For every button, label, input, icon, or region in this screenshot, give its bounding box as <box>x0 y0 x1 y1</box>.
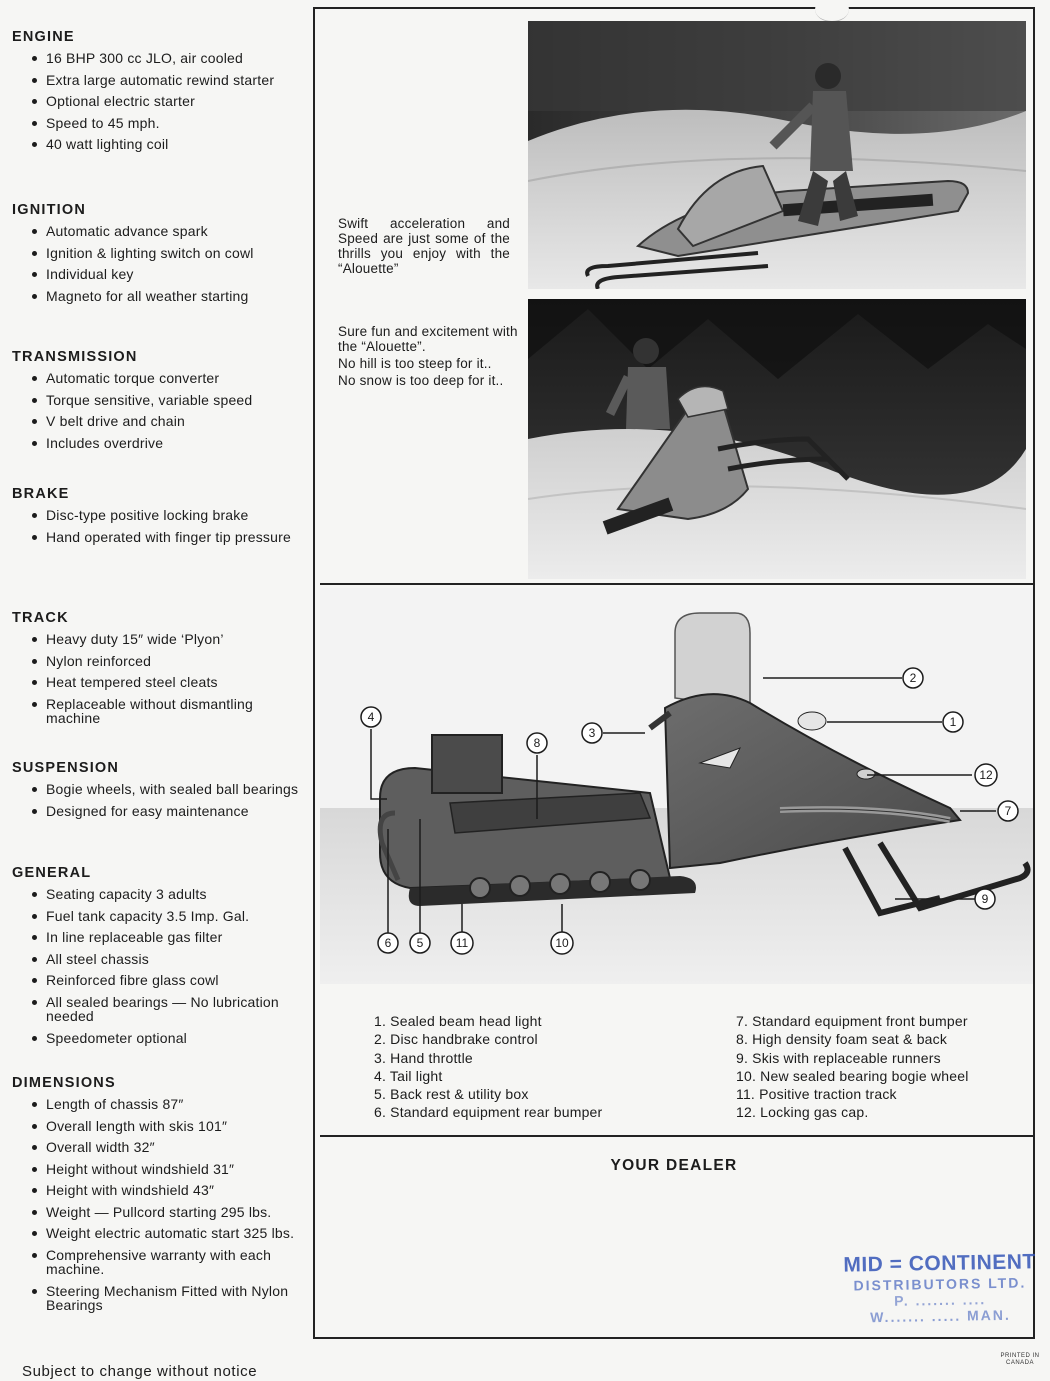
spec-item: Speed to 45 mph. <box>32 116 300 131</box>
spec-item: Seating capacity 3 adults <box>32 887 300 902</box>
caption-text: Swift acceleration and Speed are just some of the thrills you enjoy with the “Alouette” <box>338 216 510 276</box>
printed-in-canada-mark: PRINTED IN CANADA <box>1000 1353 1040 1366</box>
section-heading: DIMENSIONS <box>12 1075 116 1091</box>
spec-item: Length of chassis 87″ <box>32 1097 300 1112</box>
callout-9-label: 9 <box>981 892 989 906</box>
spec-column <box>0 0 305 1381</box>
spec-item: Extra large automatic rewind starter <box>32 73 300 88</box>
spec-item: Comprehensive warranty with each machine. <box>32 1248 300 1277</box>
callout-3-label: 3 <box>588 726 596 740</box>
spec-item: Nylon reinforced <box>32 654 300 669</box>
spec-item: 16 BHP 300 cc JLO, air cooled <box>32 51 300 66</box>
spec-item: Overall length with skis 101″ <box>32 1119 300 1134</box>
dealer-title: YOUR DEALER <box>610 1157 738 1174</box>
caption-text: No snow is too deep for it.. <box>338 373 504 388</box>
section-heading: BRAKE <box>12 486 70 502</box>
callout-6-label: 6 <box>384 936 392 950</box>
spec-item: Includes overdrive <box>32 436 300 451</box>
spec-item: Magneto for all weather starting <box>32 289 300 304</box>
legend-item: 1. Sealed beam head light <box>374 1013 542 1029</box>
spec-item: Bogie wheels, with sealed ball bearings <box>32 782 300 797</box>
spec-item: Optional electric starter <box>32 94 300 109</box>
legend-item: 11. Positive traction track <box>736 1086 897 1103</box>
stamp-line: P. ....... .... <box>894 1291 987 1309</box>
legend-item: 10. New sealed bearing bogie wheel <box>736 1067 969 1084</box>
parts-legend-right <box>736 1012 969 1122</box>
spec-item: Steering Mechanism Fitted with Nylon Bearings <box>32 1284 300 1313</box>
spec-item: Automatic torque converter <box>32 371 300 386</box>
stamp-line: MID = CONTINENT <box>843 1250 1036 1277</box>
brochure-frame <box>313 7 1035 1339</box>
legend-item: 8. High density foam seat & back <box>736 1031 948 1048</box>
spec-item: Torque sensitive, variable speed <box>32 393 300 408</box>
caption-text: No hill is too steep for it.. <box>338 356 492 371</box>
stamp-line: DISTRIBUTORS LTD. <box>853 1274 1027 1294</box>
spec-section-dimensions <box>12 1075 300 1320</box>
spec-item: Heavy duty 15″ wide ‘Plyon’ <box>32 632 300 647</box>
stamp-line: W....... ..... MAN. <box>870 1306 1011 1326</box>
spec-item: Heat tempered steel cleats <box>32 675 300 690</box>
dealer-stamp <box>839 1250 1040 1325</box>
callout-2-label: 2 <box>909 671 917 685</box>
section-heading: GENERAL <box>12 865 92 881</box>
legend-item: 6. Standard equipment rear bumper <box>374 1104 603 1121</box>
spec-item: Automatic advance spark <box>32 224 300 239</box>
spec-item: Speedometer optional <box>32 1031 300 1046</box>
parts-legend-left <box>374 1012 602 1122</box>
spec-item: All steel chassis <box>32 952 300 967</box>
caption-text: Sure fun and excitement with the “Alouette”. <box>338 324 518 354</box>
spec-item: Weight electric automatic start 325 lbs. <box>32 1226 300 1241</box>
spec-item: Replaceable without dismantling machine <box>32 697 300 726</box>
spec-item: Reinforced fibre glass cowl <box>32 973 300 988</box>
callout-7-label: 7 <box>1004 804 1012 818</box>
spec-item: Overall width 32″ <box>32 1140 300 1155</box>
spec-item: Individual key <box>32 267 300 282</box>
legend-item: 9. Skis with replaceable runners <box>736 1049 941 1066</box>
spec-item: In line replaceable gas filter <box>32 930 300 945</box>
legend-item: 4. Tail light <box>374 1067 443 1084</box>
spec-item: Height with windshield 43″ <box>32 1183 300 1198</box>
spec-item: Designed for easy maintenance <box>32 804 300 819</box>
spec-section-engine <box>12 29 300 159</box>
section-divider <box>320 1135 1033 1137</box>
spec-item: Ignition & lighting switch on cowl <box>32 246 300 261</box>
section-heading: TRANSMISSION <box>12 349 138 365</box>
legend-item: 2. Disc handbrake control <box>374 1031 538 1048</box>
callout-4-label: 4 <box>367 710 375 724</box>
spec-section-ignition <box>12 202 300 310</box>
change-notice: Subject to change without notice <box>22 1363 258 1380</box>
section-heading: IGNITION <box>12 202 87 218</box>
callout-10-label: 10 <box>555 936 569 950</box>
callout-11-label: 11 <box>455 936 469 950</box>
spec-section-suspension <box>12 760 300 825</box>
spec-item: Disc-type positive locking brake <box>32 508 300 523</box>
spec-item: Weight — Pullcord starting 295 lbs. <box>32 1205 300 1220</box>
spec-section-track <box>12 610 300 733</box>
legend-item: 5. Back rest & utility box <box>374 1086 529 1103</box>
spec-section-brake <box>12 486 300 551</box>
spec-item: V belt drive and chain <box>32 414 300 429</box>
section-heading: ENGINE <box>12 29 75 45</box>
callout-5-label: 5 <box>416 936 424 950</box>
callout-1-label: 1 <box>949 715 957 729</box>
spec-item: Hand operated with finger tip pressure <box>32 530 300 545</box>
spec-item: All sealed bearings — No lubrication needed <box>32 995 300 1024</box>
callout-12-label: 12 <box>979 768 993 782</box>
callout-8-label: 8 <box>533 736 541 750</box>
spec-item: Fuel tank capacity 3.5 Imp. Gal. <box>32 909 300 924</box>
spec-section-transmission <box>12 349 300 457</box>
spec-section-general <box>12 865 300 1052</box>
section-heading: TRACK <box>12 610 69 626</box>
legend-item: 3. Hand throttle <box>374 1049 473 1066</box>
spec-item: Height without windshield 31″ <box>32 1162 300 1177</box>
legend-item: 7. Standard equipment front bumper <box>736 1013 968 1029</box>
callout-layer <box>315 9 1037 1341</box>
legend-item: 12. Locking gas cap. <box>736 1104 869 1121</box>
spec-item: 40 watt lighting coil <box>32 137 300 152</box>
section-heading: SUSPENSION <box>12 760 120 776</box>
